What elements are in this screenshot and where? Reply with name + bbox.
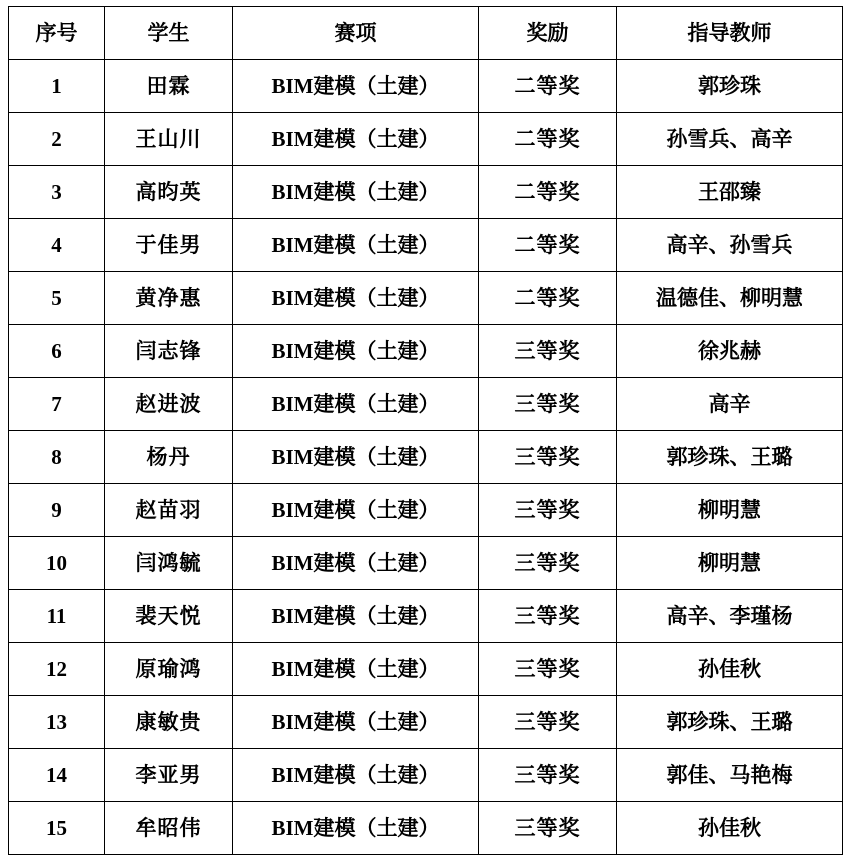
cell-event: BIM建模（土建）	[233, 325, 479, 378]
cell-index: 14	[9, 749, 105, 802]
table-row	[9, 802, 843, 855]
table-row	[9, 219, 843, 272]
cell-award: 二等奖	[479, 113, 617, 166]
cell-teacher: 孙佳秋	[617, 802, 843, 855]
cell-award: 二等奖	[479, 272, 617, 325]
cell-teacher: 郭佳、马艳梅	[617, 749, 843, 802]
award-table	[8, 6, 843, 855]
table-header-row	[9, 7, 843, 60]
cell-award: 三等奖	[479, 749, 617, 802]
cell-award: 三等奖	[479, 378, 617, 431]
cell-student: 闫鸿毓	[105, 537, 233, 590]
cell-event: BIM建模（土建）	[233, 590, 479, 643]
cell-award: 三等奖	[479, 643, 617, 696]
cell-event: BIM建模（土建）	[233, 219, 479, 272]
column-header-award: 奖励	[479, 7, 617, 60]
cell-event: BIM建模（土建）	[233, 272, 479, 325]
cell-index: 3	[9, 166, 105, 219]
cell-index: 1	[9, 60, 105, 113]
cell-index: 5	[9, 272, 105, 325]
column-header-index: 序号	[9, 7, 105, 60]
cell-index: 8	[9, 431, 105, 484]
table-row	[9, 643, 843, 696]
cell-student: 李亚男	[105, 749, 233, 802]
cell-teacher: 柳明慧	[617, 537, 843, 590]
cell-teacher: 徐兆赫	[617, 325, 843, 378]
table-header	[9, 7, 843, 60]
cell-student: 赵进波	[105, 378, 233, 431]
cell-teacher: 郭珍珠、王璐	[617, 696, 843, 749]
cell-index: 4	[9, 219, 105, 272]
cell-student: 田霖	[105, 60, 233, 113]
table-row	[9, 166, 843, 219]
cell-award: 三等奖	[479, 484, 617, 537]
column-header-teacher: 指导教师	[617, 7, 843, 60]
cell-award: 三等奖	[479, 537, 617, 590]
cell-index: 2	[9, 113, 105, 166]
cell-student: 闫志锋	[105, 325, 233, 378]
table-row	[9, 113, 843, 166]
cell-student: 裴天悦	[105, 590, 233, 643]
cell-event: BIM建模（土建）	[233, 113, 479, 166]
cell-event: BIM建模（土建）	[233, 431, 479, 484]
cell-index: 12	[9, 643, 105, 696]
cell-award: 二等奖	[479, 219, 617, 272]
cell-event: BIM建模（土建）	[233, 696, 479, 749]
cell-index: 13	[9, 696, 105, 749]
cell-teacher: 高辛	[617, 378, 843, 431]
cell-student: 赵苗羽	[105, 484, 233, 537]
cell-teacher: 高辛、李瑾杨	[617, 590, 843, 643]
table-row	[9, 378, 843, 431]
cell-award: 三等奖	[479, 590, 617, 643]
cell-event: BIM建模（土建）	[233, 166, 479, 219]
cell-teacher: 王邵臻	[617, 166, 843, 219]
table-row	[9, 696, 843, 749]
cell-index: 9	[9, 484, 105, 537]
table-row	[9, 590, 843, 643]
table-row	[9, 749, 843, 802]
cell-teacher: 孙佳秋	[617, 643, 843, 696]
cell-index: 6	[9, 325, 105, 378]
cell-teacher: 温德佳、柳明慧	[617, 272, 843, 325]
table-row	[9, 431, 843, 484]
table-row	[9, 484, 843, 537]
cell-student: 王山川	[105, 113, 233, 166]
cell-award: 三等奖	[479, 431, 617, 484]
cell-student: 牟昭伟	[105, 802, 233, 855]
cell-event: BIM建模（土建）	[233, 537, 479, 590]
cell-teacher: 郭珍珠	[617, 60, 843, 113]
cell-index: 15	[9, 802, 105, 855]
cell-index: 11	[9, 590, 105, 643]
cell-event: BIM建模（土建）	[233, 802, 479, 855]
table-row	[9, 60, 843, 113]
cell-event: BIM建模（土建）	[233, 643, 479, 696]
cell-award: 二等奖	[479, 60, 617, 113]
cell-teacher: 郭珍珠、王璐	[617, 431, 843, 484]
cell-event: BIM建模（土建）	[233, 749, 479, 802]
cell-student: 高昀英	[105, 166, 233, 219]
table-body	[9, 60, 843, 855]
cell-student: 黄净惠	[105, 272, 233, 325]
column-header-student: 学生	[105, 7, 233, 60]
cell-event: BIM建模（土建）	[233, 484, 479, 537]
cell-student: 康敏贵	[105, 696, 233, 749]
cell-teacher: 柳明慧	[617, 484, 843, 537]
table-row	[9, 272, 843, 325]
cell-student: 原瑜鸿	[105, 643, 233, 696]
table-row	[9, 325, 843, 378]
cell-index: 10	[9, 537, 105, 590]
cell-student: 于佳男	[105, 219, 233, 272]
cell-event: BIM建模（土建）	[233, 60, 479, 113]
cell-award: 二等奖	[479, 166, 617, 219]
cell-student: 杨丹	[105, 431, 233, 484]
cell-teacher: 高辛、孙雪兵	[617, 219, 843, 272]
cell-award: 三等奖	[479, 325, 617, 378]
cell-teacher: 孙雪兵、高辛	[617, 113, 843, 166]
cell-event: BIM建模（土建）	[233, 378, 479, 431]
column-header-event: 赛项	[233, 7, 479, 60]
cell-award: 三等奖	[479, 696, 617, 749]
table-row	[9, 537, 843, 590]
cell-award: 三等奖	[479, 802, 617, 855]
cell-index: 7	[9, 378, 105, 431]
